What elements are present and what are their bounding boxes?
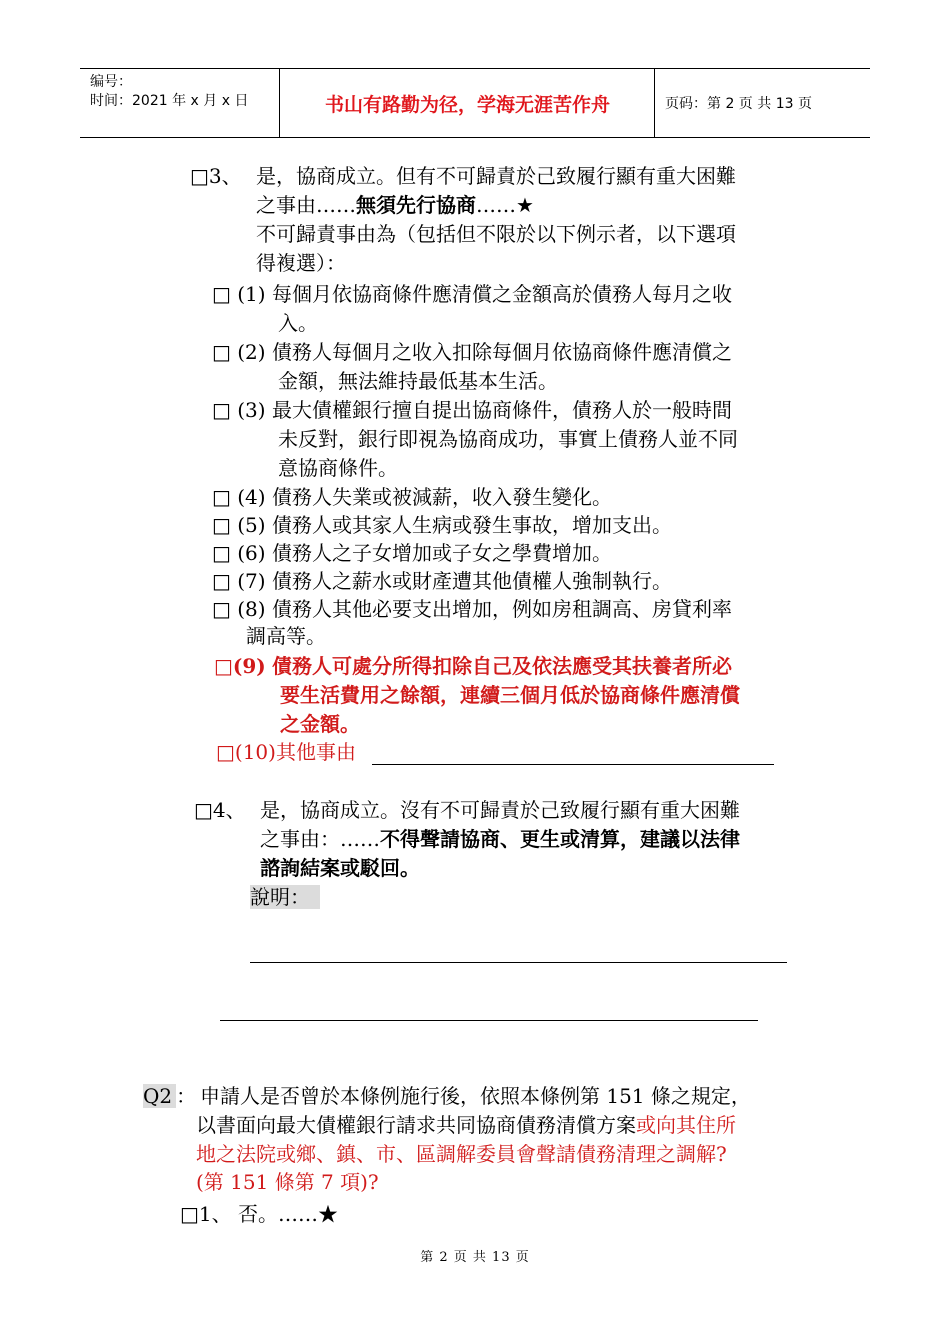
item3-checkbox[interactable]: □3、 [190, 164, 242, 188]
sub10-label[interactable]: □(10)其他事由 [216, 740, 356, 764]
page-header [80, 68, 870, 138]
header-page-info: 页码：第 2 页 共 13 页 [665, 96, 812, 112]
sub3-mark[interactable]: □ (3) [212, 398, 266, 422]
sub2-line1: 債務人每個月之收入扣除每個月依協商條件應清償之 [272, 340, 732, 364]
sub1-line2: 入。 [278, 311, 318, 335]
sub4-mark[interactable]: □ (4) [212, 485, 266, 509]
item4-line1: 是，協商成立。沒有不可歸責於己致履行顯有重大困難 [260, 798, 740, 822]
sub1-line1: 每個月依協商條件應清償之金額高於債務人每月之收 [272, 282, 732, 306]
q2-line1: 申請人是否曾於本條例施行後，依照本條例第 151 條之規定， [200, 1084, 751, 1108]
sub6-line1: 債務人之子女增加或子女之學費增加。 [272, 541, 612, 565]
q2-line2: 以書面向最大債權銀行請求共同協商債務清償方案或向其住所 [196, 1113, 736, 1137]
sub7-mark[interactable]: □ (7) [212, 569, 266, 593]
sub9-line1: 債務人可處分所得扣除自己及依法應受其扶養者所必 [272, 654, 732, 678]
item4-line3: 諮詢結案或駁回。 [260, 856, 420, 880]
sub8-mark[interactable]: □ (8) [212, 597, 266, 621]
sub9-line3: 之金額。 [280, 712, 360, 736]
sub3-line2: 未反對，銀行即視為協商成功，事實上債務人並不同 [278, 427, 738, 451]
item3-line1: 是，協商成立。但有不可歸責於己致履行顯有重大困難 [256, 164, 736, 188]
sub3-line1: 最大債權銀行擅自提出協商條件，債務人於一般時間 [272, 398, 732, 422]
item3-line2: 之事由……無須先行協商……★ [256, 193, 534, 217]
sub8-line1: 債務人其他必要支出增加，例如房租調高、房貸利率 [272, 597, 732, 621]
sub9-mark[interactable]: □(9) [214, 654, 266, 678]
sub5-line1: 債務人或其家人生病或發生事故，增加支出。 [272, 513, 672, 537]
q2-option1[interactable]: □1、 否。……★ [180, 1202, 338, 1226]
header-meta [80, 69, 280, 137]
item3-line4: 得複選）： [256, 251, 346, 275]
sub2-line2: 金額，無法維持最低基本生活。 [278, 369, 558, 393]
explain-fill-line-1[interactable] [250, 962, 787, 963]
page-footer: 第 2 页 共 13 页 [420, 1250, 530, 1265]
sub10-fill-line[interactable] [372, 764, 774, 765]
sub6-mark[interactable]: □ (6) [212, 541, 266, 565]
item4-checkbox[interactable]: □4、 [194, 798, 246, 822]
header-number: 编号： [90, 74, 132, 90]
sub3-line3: 意協商條件。 [278, 456, 398, 480]
item4-line2: 之事由：……不得聲請協商、更生或清算，建議以法律 [260, 827, 740, 851]
sub7-line1: 債務人之薪水或財產遭其他債權人強制執行。 [272, 569, 672, 593]
sub9-line2: 要生活費用之餘額，連續三個月低於協商條件應清償 [280, 683, 740, 707]
q2-label: Q2 ： [143, 1084, 197, 1108]
header-motto: 书山有路勤为径，学海无涯苦作舟 [281, 69, 655, 137]
sub1-mark[interactable]: □ (1) [212, 282, 266, 306]
q2-line3: 地之法院或鄉、鎮、市、區調解委員會聲請債務清理之調解? [196, 1142, 727, 1166]
header-date: 时间：2021 年 x 月 x 日 [90, 93, 249, 109]
sub5-mark[interactable]: □ (5) [212, 513, 266, 537]
q2-line4: (第 151 條第 7 項)? [196, 1170, 379, 1194]
sub2-mark[interactable]: □ (2) [212, 340, 266, 364]
sub8-line2: 調高等。 [246, 624, 326, 648]
item4-explain-label: 說明： [250, 883, 320, 912]
item3-line3: 不可歸責事由為（包括但不限於以下例示者，以下選項 [256, 222, 736, 246]
sub4-line1: 債務人失業或被減薪，收入發生變化。 [272, 485, 612, 509]
explain-fill-line-2[interactable] [220, 1020, 758, 1021]
